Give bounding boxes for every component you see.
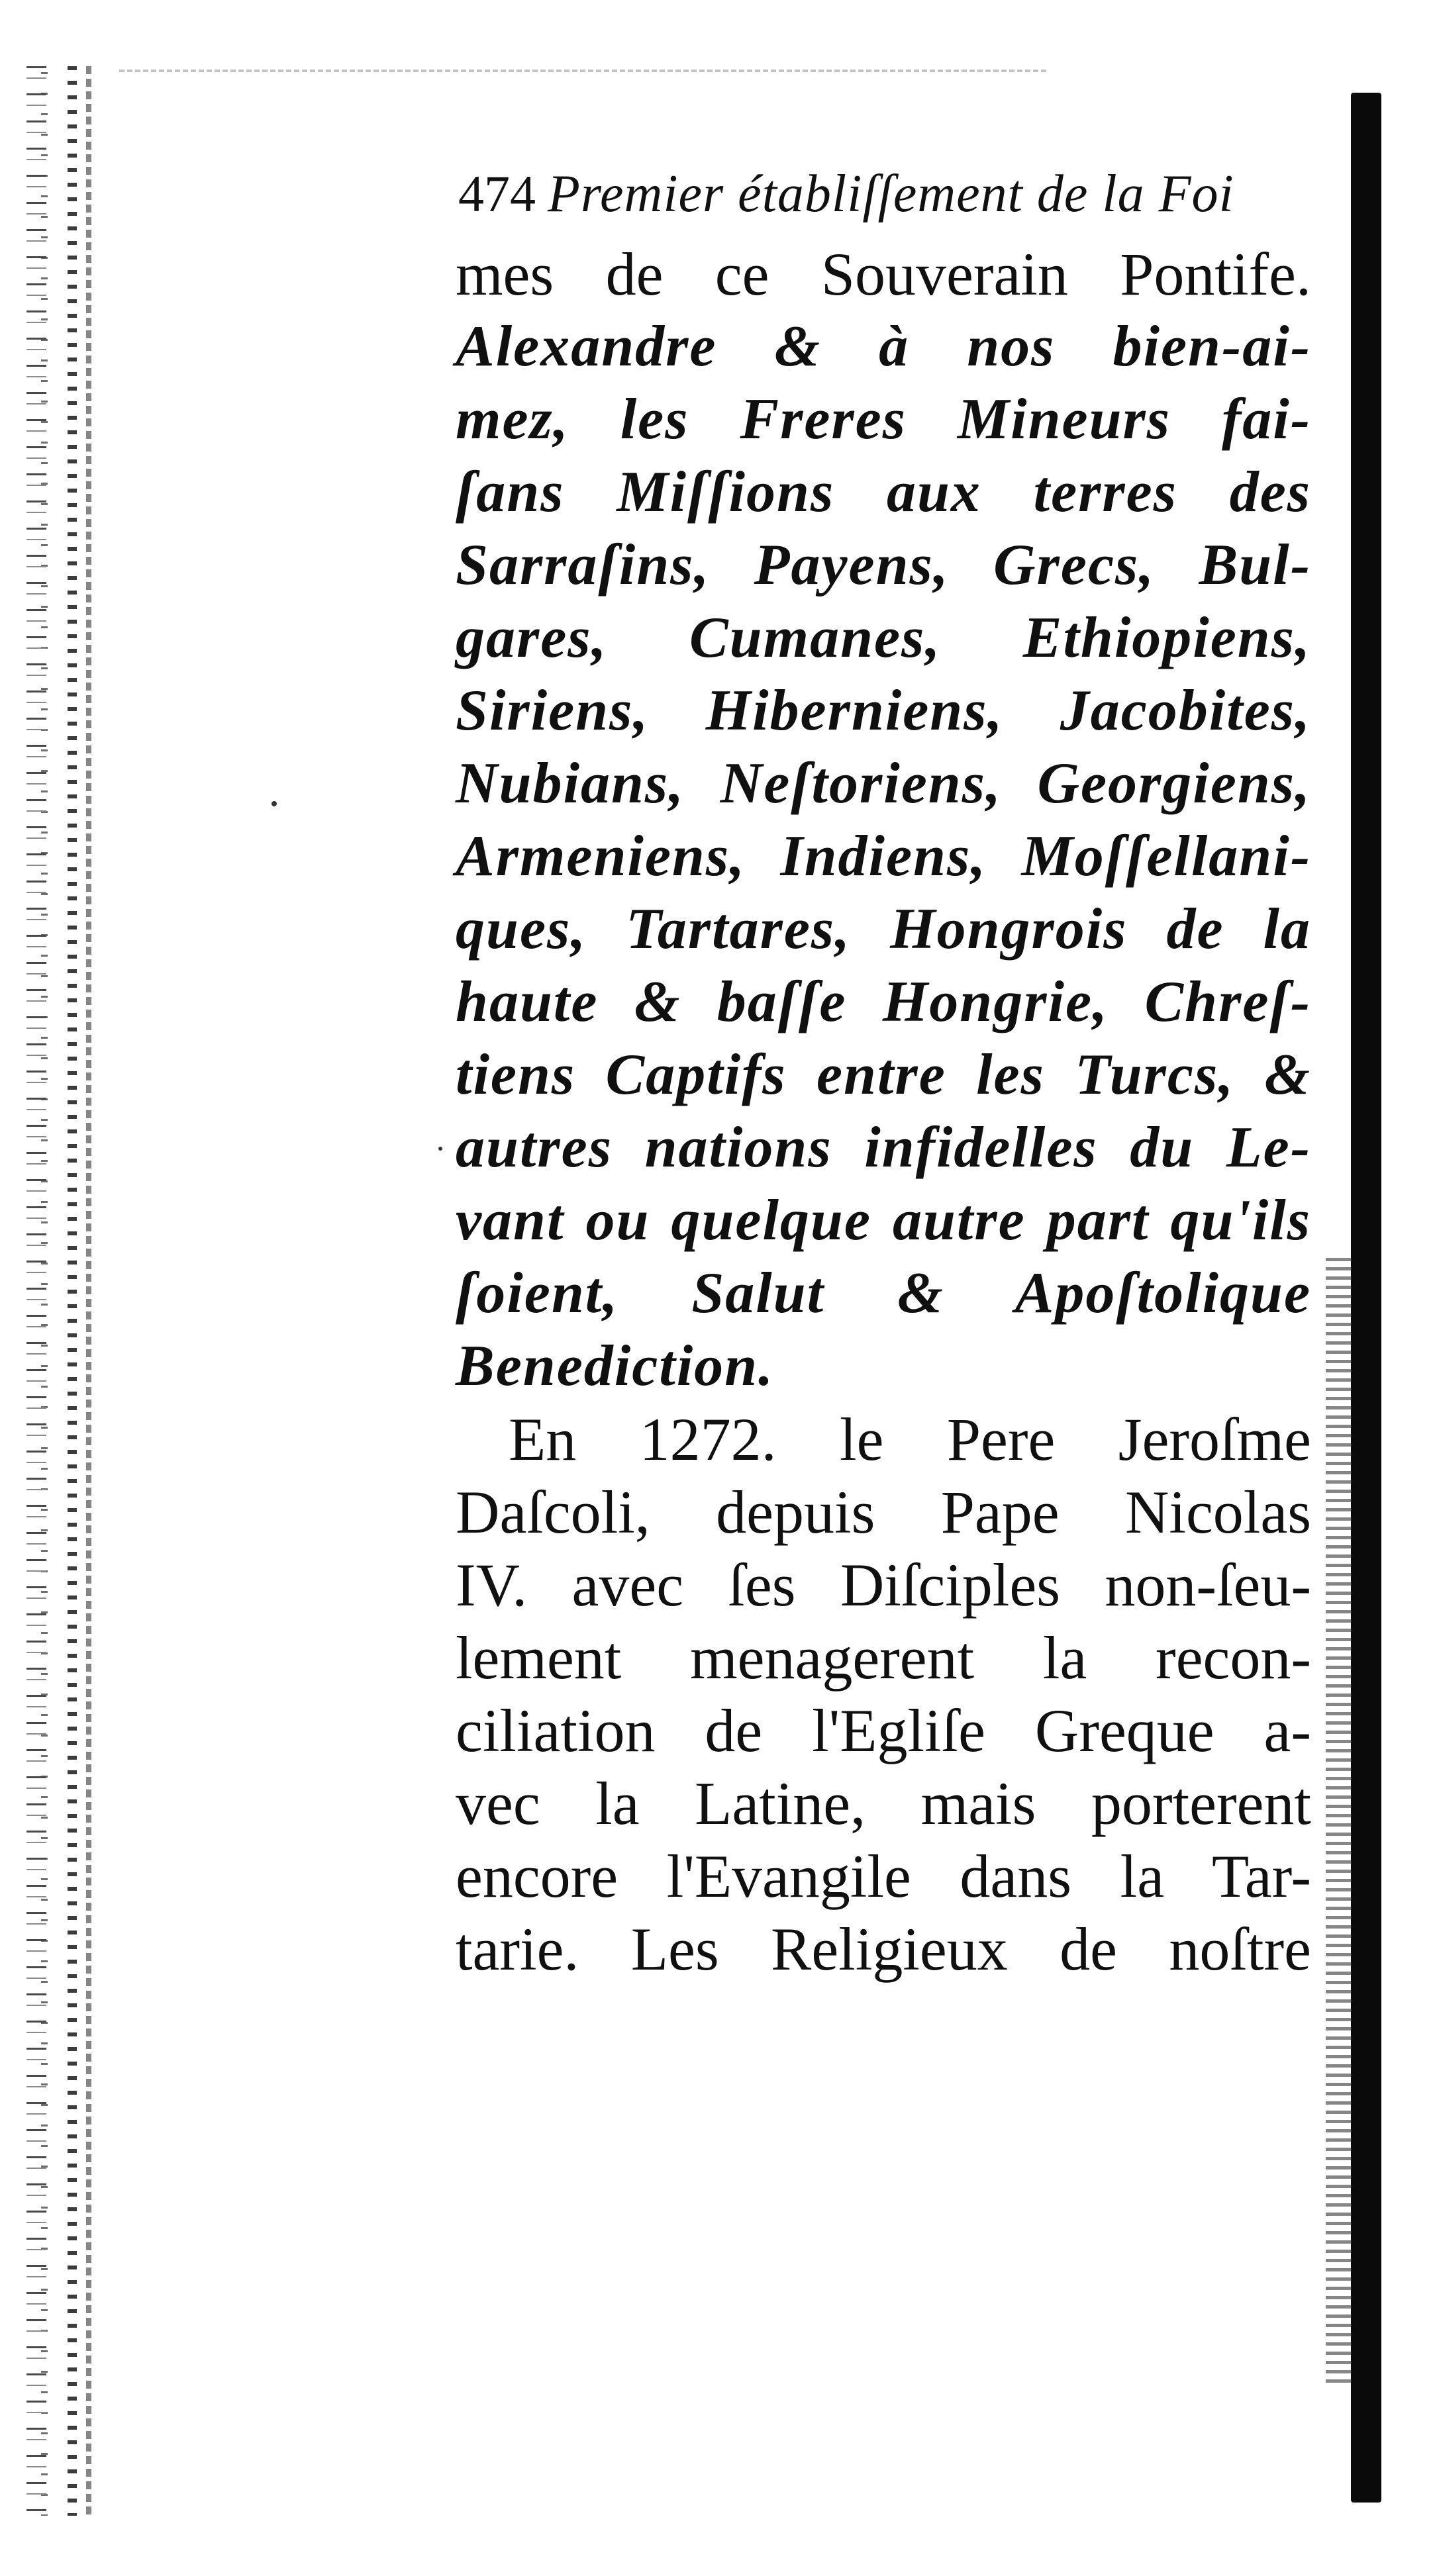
text-line: vant ou quelque autre part qu'ils — [456, 1188, 1311, 1253]
text-line: lement menagerent la recon- — [456, 1624, 1311, 1692]
text-line: encore l'Evangile dans la Tar- — [456, 1842, 1311, 1910]
text-line: Daſcoli, depuis Pape Nicolas — [456, 1478, 1311, 1546]
top-scan-rule — [119, 70, 1046, 72]
text-line: ſans Miſſions aux terres des — [456, 460, 1311, 524]
text-line: mez, les Freres Mineurs fai- — [456, 387, 1311, 452]
text-line: IV. avec ſes Diſciples non-ſeu- — [456, 1551, 1311, 1619]
text-line: Benediction. — [456, 1334, 775, 1398]
text-line: ciliation de l'Egliſe Greque a- — [456, 1697, 1311, 1764]
scanned-page-edge — [26, 66, 99, 2516]
text-line: tiens Captifs entre les Turcs, & — [456, 1043, 1311, 1107]
text-line: Nubians, Neſtoriens, Georgiens, — [456, 751, 1311, 816]
text-line: Siriens, Hiberniens, Jacobites, — [456, 679, 1311, 743]
text-line: ques, Tartares, Hongrois de la — [456, 897, 1311, 961]
text-line: vec la Latine, mais porterent — [456, 1770, 1311, 1837]
text-line: haute & baſſe Hongrie, Chreſ- — [456, 970, 1311, 1034]
text-line: ſoient, Salut & Apoſtolique — [456, 1261, 1311, 1325]
text-line: Alexandre & à nos bien-ai- — [456, 314, 1311, 379]
ink-speck — [438, 1147, 442, 1151]
binding-shadow — [1351, 93, 1381, 2503]
text-line: mes de ce Souverain Pontife. — [456, 240, 1311, 308]
running-title: Premier établiſſement de la Foi — [548, 165, 1234, 223]
text-line: Armeniens, Indiens, Moſſellani- — [456, 824, 1311, 888]
page-header — [458, 164, 1319, 237]
text-line: autres nations infidelles du Le- — [456, 1116, 1311, 1180]
page-number: 474 — [458, 165, 536, 222]
paragraph-first-line: En 1272. le Pere Jeroſme — [509, 1406, 1311, 1473]
ink-speck — [272, 801, 277, 806]
text-line: Sarraſins, Payens, Grecs, Bul- — [456, 533, 1311, 597]
text-line: gares, Cumanes, Ethiopiens, — [456, 606, 1311, 670]
text-line: tarie. Les Religieux de noſtre — [456, 1915, 1311, 1983]
binding-fray — [1326, 1258, 1352, 2383]
